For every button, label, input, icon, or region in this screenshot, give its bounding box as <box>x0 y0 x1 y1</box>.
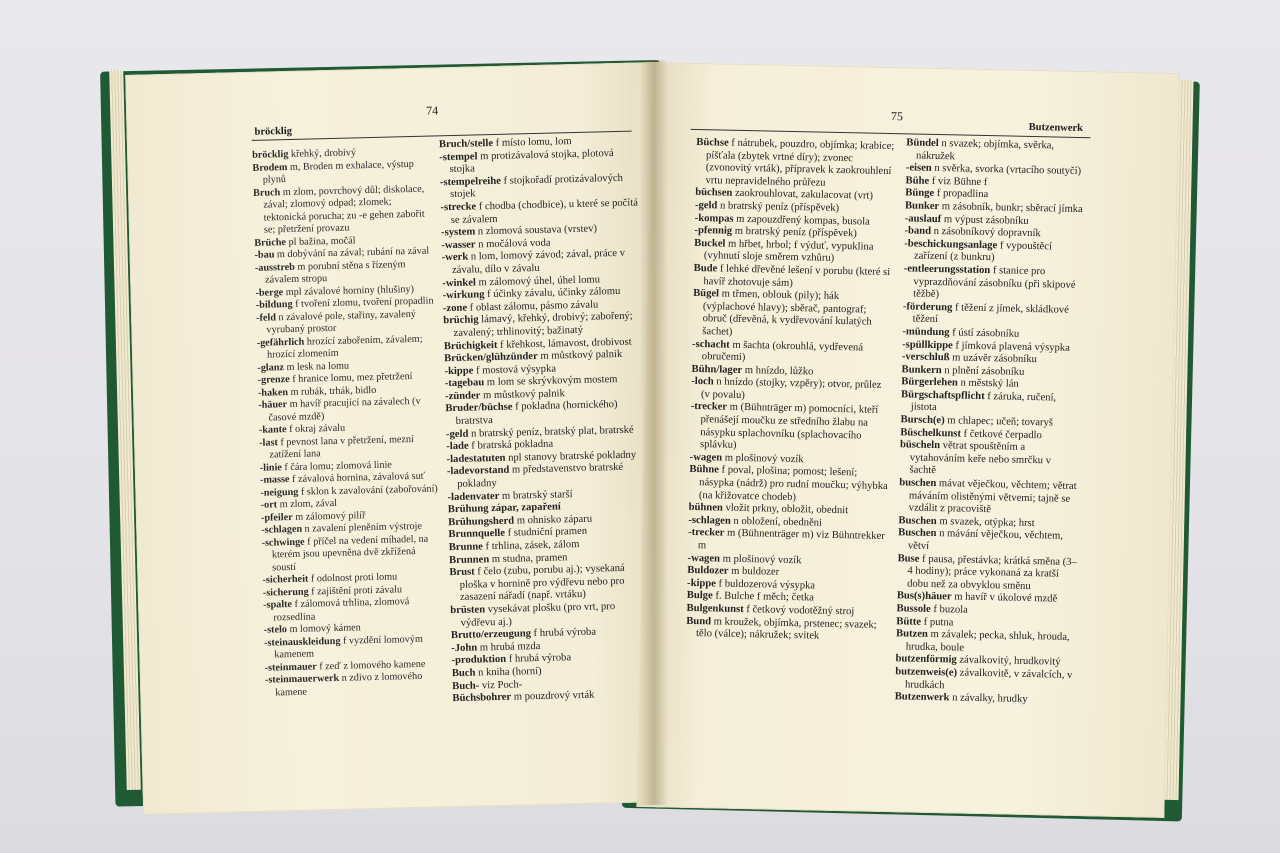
entry-headword: Brücken/glühzünder <box>444 351 538 365</box>
entry-definition: m zlom, zával <box>276 497 338 511</box>
entry-headword: Buse <box>897 552 920 565</box>
dictionary-entry <box>265 670 444 699</box>
entry-definition: m havíř v úkolové mzdě <box>951 591 1058 605</box>
entry-headword: Bulgenkunst <box>686 602 744 616</box>
entry-definition: m bratrský starší <box>499 488 573 502</box>
entry-headword: -steinmauerwerk <box>264 672 340 686</box>
entry-headword: Bruch <box>252 186 281 199</box>
entry-definition: závalkovitý, hrudkovitý <box>956 654 1061 669</box>
entry-headword: -kompas <box>694 212 734 225</box>
entry-definition: m výpust zásobníku <box>941 213 1029 227</box>
entry-headword: brüsten <box>450 604 486 617</box>
entry-headword: Brutto/erzeugung <box>450 628 532 642</box>
entry-headword: -sicherheit <box>262 573 309 586</box>
entry-headword: -ausstreb <box>254 261 296 274</box>
entry-definition: f lehké dřevěné lešení v porubu (které si havíř zhotovuje sám) <box>703 263 891 289</box>
entry-headword: büchsen <box>695 187 733 200</box>
entry-definition: f příčel na vedení míhadel, na kterém jsou upevněna dvě zkřížená soustí <box>271 533 429 574</box>
entry-definition: f odolnost proti lomu <box>308 571 398 585</box>
entry-headword: -masse <box>259 474 290 486</box>
entry-definition: křehký, drobivý <box>288 147 357 160</box>
entry-definition: n zásobníkový dopravník <box>930 226 1041 240</box>
entry-definition: viz Poch- <box>479 678 523 692</box>
entry-definition: n plnění zásobníku <box>941 364 1025 378</box>
entry-headword: -strecke <box>440 201 477 214</box>
entry-definition: f četkové čerpadlo <box>960 428 1042 441</box>
entry-definition: m lom se skrývkovým mostem <box>484 374 618 389</box>
dictionary-entry <box>901 389 1081 418</box>
entry-definition: m uzávěr zásobníku <box>949 352 1038 366</box>
entry-definition: f propadlina <box>934 188 989 201</box>
entry-headword: Bühn/lager <box>691 363 743 376</box>
right-column-2 <box>895 137 1087 707</box>
entry-headword: Buldozer <box>687 565 729 577</box>
page-number-right: 75 <box>890 109 904 124</box>
entry-definition: m hnízdo, lůžko <box>742 364 814 378</box>
entry-definition: n závalky, hrudky <box>949 692 1028 706</box>
entry-definition: m zálomový úhel, úhel lomu <box>475 273 601 288</box>
entry-headword: -produktion <box>451 654 507 667</box>
entry-definition: f záruka, ručení, jistota <box>910 390 1057 414</box>
book-gutter <box>640 60 668 805</box>
entry-headword: Buckel <box>694 237 726 250</box>
entry-headword: Bündel <box>906 137 939 150</box>
entry-definition: m chlapec; učeň; tovaryš <box>944 415 1054 429</box>
entry-definition: f studniční pramen <box>504 526 588 540</box>
entry-headword: -steinmauer <box>264 660 317 674</box>
entry-headword: Bühne <box>689 464 720 476</box>
entry-definition: f účinky závalu, účinky zálomu <box>484 286 621 301</box>
entry-definition: f chodba (chodbice), u které se počítá se závalem <box>450 197 639 226</box>
entry-definition: f pevnost lana v přetržení, mezní zatížení lana <box>269 433 415 461</box>
entry-definition: f buldozerová výsypka <box>715 578 816 592</box>
entry-definition: f poval, plošina; pomost; lešení; násypka (nádrž) pro rudní moučku; výhybka (na křižovatce chodeb) <box>698 464 888 503</box>
entry-definition: zaokrouhlovat, zakulacovat (vrt) <box>732 188 874 203</box>
dictionary-entry <box>897 553 1078 595</box>
entry-definition: mpl závalové horniny (hlušiny) <box>283 283 415 298</box>
entry-definition: m zlom, povrchový důl; diskolace, zával; zlomový odpad; zlomek; tektonická porucha; zu -e gehen zabořit se; přetržení provazu <box>263 183 425 236</box>
entry-headword: Buch <box>451 667 476 680</box>
entry-definition: f čára lomu; zlomová linie <box>281 459 393 473</box>
entry-definition: f zajištění proti závalu <box>308 583 403 598</box>
entry-headword: -neigung <box>260 486 299 499</box>
entry-definition: f ústí zásobníku <box>949 327 1020 340</box>
entry-definition: f sklon k zavalování (zabořování) <box>298 482 438 498</box>
dictionary-entry <box>449 563 648 606</box>
entry-definition: f závalová hornina, závalová suť <box>289 470 426 486</box>
entry-definition: m plošinový vozík <box>721 452 804 466</box>
entry-definition: n svěrka, svorka (vrtacího soutyčí) <box>931 163 1082 178</box>
entry-definition: n bratrský peníz (příspěvek) <box>717 200 840 214</box>
entry-headword: -spalte <box>263 599 293 611</box>
entry-headword: -gefährlich <box>256 336 305 349</box>
entry-headword: -ort <box>260 499 278 511</box>
entry-definition: n bratrský peníz, bratský plat, bratrské <box>468 424 634 440</box>
entry-headword: -beschickungsanlage <box>904 238 998 252</box>
entry-definition: m zapouzdřený kompas, busola <box>733 213 870 228</box>
entry-headword: Brunne <box>448 541 484 554</box>
dictionary-entry <box>899 477 1080 519</box>
entry-headword: -verschluß <box>901 351 950 364</box>
entry-definition: m kroužek, objímka, prstenec; svazek; tělo (válce); nákružek; svitek <box>695 615 877 642</box>
entry-headword: Brühung zápar, zapaření <box>447 501 561 516</box>
entry-definition: m (Bühnenträger m) viz Bühntrekker m <box>697 528 885 552</box>
left-page <box>125 62 673 815</box>
entry-headword: Butzenwerk <box>894 691 950 704</box>
entry-headword: Bunkern <box>901 363 942 376</box>
entry-definition: m plošinový vozík <box>719 553 802 566</box>
entry-definition: m (Bühnträger m) pomocníci, kteří přenášejí moučku ze středního žlabu na násypku splachovníku (splachovacího splávku) <box>699 402 879 452</box>
entry-definition: f hrubá výroba <box>505 652 572 666</box>
entry-headword: -tagebau <box>444 377 485 390</box>
entry-definition: f buzola <box>930 603 968 616</box>
left-column-2 <box>439 134 651 705</box>
entry-headword: -last <box>259 436 279 449</box>
entry-headword: Bütte <box>896 615 922 628</box>
entry-definition: vložit prkny, obložit, obednit <box>722 502 849 517</box>
entry-definition: n zavalení pleněním výstroje <box>301 520 423 535</box>
entry-definition: m můstkový palnik <box>537 348 623 363</box>
entry-headword: butzenweis(e) <box>895 666 958 679</box>
entry-definition: f stanice pro vyprazdňování zásobníku (při skipové těžbě) <box>913 265 1076 301</box>
entry-headword: -ladestatuten <box>446 452 506 466</box>
entry-definition: m pouzdrový vrták <box>511 689 595 703</box>
entry-headword: -lade <box>446 440 469 453</box>
entry-definition: f stojkořadí protizávalových stojek <box>450 172 624 201</box>
entry-headword: -pfennig <box>694 225 733 237</box>
entry-headword: Brust <box>449 566 475 579</box>
entry-headword: butzenförmig <box>895 653 957 666</box>
entry-headword: bröcklig <box>252 148 289 161</box>
dictionary-entry <box>686 615 886 644</box>
entry-definition: m havíř pracující na závalech (v časové mzdě) <box>268 395 421 424</box>
entry-headword: -wirkung <box>442 289 485 302</box>
entry-definition: n městský lán <box>957 377 1019 391</box>
entry-definition: f pokladna (hornického) bratrstva <box>455 399 618 428</box>
entry-definition: lámavý, křehký, drobivý; zabořený; zavalený; trhlinovitý; bažinatý <box>453 310 633 339</box>
entry-headword: -trecker <box>688 527 725 540</box>
entry-headword: -kippe <box>686 577 717 590</box>
entry-definition: n zlomová soustava (vrstev) <box>475 223 598 238</box>
dictionary-entry <box>904 238 1084 267</box>
entry-headword: Bussole <box>896 603 931 615</box>
entry-headword: Buch- <box>452 680 480 692</box>
dictionary-entry <box>895 666 1075 695</box>
entry-definition: m bratrský peníz (příspěvek) <box>732 225 857 240</box>
entry-headword: Bünge <box>905 187 935 200</box>
entry-definition: m studna, pramen <box>489 551 568 565</box>
entry-headword: Bruder/büchse <box>445 402 513 415</box>
entry-definition: n závalové pole, stařiny, zavalený vyrubaný prostor <box>266 308 416 336</box>
entry-definition: vysekávat plošku (pro vrt, pro výdřevu aj.) <box>460 601 616 629</box>
entry-headword: -werk <box>441 251 469 264</box>
dictionary-entry <box>692 288 893 343</box>
entry-definition: m buldozer <box>728 565 780 578</box>
entry-headword: Brodem <box>252 161 288 174</box>
dictionary-entry <box>253 183 432 237</box>
entry-definition: m zásobník, bunkr; sběrací jímka <box>939 201 1083 216</box>
entry-headword: -stempelreihe <box>439 175 501 189</box>
entry-definition: f čelo (zubu, porubu aj.); vysekaná ploška v hornině pro výdřevu nebo pro zasazení nářadí (např. vrtáku) <box>459 563 625 604</box>
entry-headword: -system <box>440 226 476 239</box>
entry-definition: m porubní stěna s řízeným závalem stropu <box>265 258 406 286</box>
entry-definition: n zdivo z lomového kamene <box>275 670 423 698</box>
entry-definition: m třmen, oblouk (pily); hák (výplachové hlavy); sběrač, pantograf; obruč (dřevěná, k vydřevování kulatých šachet) <box>702 288 872 338</box>
entry-headword: -wagen <box>687 552 721 565</box>
entry-definition: f okraj závalu <box>286 422 346 436</box>
entry-headword: Büschelkunst <box>900 426 962 440</box>
running-head-right: Butzenwerk <box>1028 121 1084 135</box>
entry-headword: -schlagen <box>688 514 731 527</box>
entry-definition: f nátrubek, pouzdro, objímka; krabice; píšťala (zbytek vrtné díry); zvonec (zvonovitý vrták), přípravek k zaokrouhlení vrtu nepravidelného průřezu <box>705 137 895 189</box>
entry-headword: -haken <box>257 386 289 399</box>
entry-headword: -bildung <box>255 298 293 311</box>
entry-headword: -grenze <box>257 374 290 386</box>
entry-headword: Brüche <box>254 236 287 249</box>
dictionary-entry <box>689 464 890 506</box>
entry-definition: f mostová výsypka <box>473 363 557 377</box>
dictionary-entry <box>903 301 1083 330</box>
running-head-left: bröcklig <box>254 125 293 138</box>
entry-headword: -schlagen <box>261 523 303 536</box>
entry-headword: -steinauskleidung <box>263 635 341 649</box>
entry-definition: m protizávalová stojka, plotová stojka <box>449 147 614 176</box>
entry-headword: -entleerungsstation <box>903 263 991 277</box>
dictionary-entry <box>896 628 1076 657</box>
entry-headword: -feld <box>255 311 277 324</box>
entry-headword: Brühungsherd <box>448 515 515 529</box>
entry-headword: Bunker <box>904 200 940 213</box>
entry-definition: f jímková plavená výsypka <box>952 339 1070 354</box>
entry-headword: Büchse <box>696 136 729 149</box>
entry-definition: m rubák, trhák, bidlo <box>287 384 377 398</box>
entry-definition: f křehkost, lámavost, drobivost <box>497 336 632 351</box>
entry-definition: závalkovitě, v závalcích, v hrudkách <box>904 667 1073 691</box>
entry-definition: f zeď z lomového kamene <box>316 658 426 672</box>
entry-definition: n močálová voda <box>475 237 551 251</box>
dictionary-entry <box>261 533 440 575</box>
entry-headword: Bühe <box>905 175 930 187</box>
entry-headword: -auslauf <box>904 212 942 225</box>
entry-definition: m můstkový palnik <box>480 388 565 402</box>
entry-definition: f viz Bühne f <box>929 175 988 188</box>
entry-definition: větrat spouštěním a vytahováním keře nebo smrčku v šachtě <box>909 440 1052 477</box>
dictionary-entry <box>690 401 891 456</box>
entry-headword: -berge <box>255 286 284 299</box>
entry-definition: n svazek; objímka, svěrka, nákružek <box>915 138 1055 162</box>
entry-definition: m lesk na lomu <box>283 360 350 373</box>
entry-headword: -loch <box>691 376 714 388</box>
entry-headword: -kante <box>258 424 287 436</box>
entry-headword: -wagen <box>689 451 723 464</box>
entry-headword: Bürgerlehen <box>901 376 958 389</box>
entry-headword: Bulge <box>686 590 713 602</box>
entry-definition: f vypouštěcí zařízení (z bunkru) <box>913 240 1053 264</box>
entry-definition: n hnízdo (stojky, vzpěry); otvor, průlez (v povalu) <box>700 376 882 401</box>
entry-headword: -pfeiler <box>260 511 293 524</box>
entry-headword: Bund <box>686 615 712 627</box>
right-column-1 <box>686 137 897 645</box>
entry-headword: Butzen <box>895 628 928 641</box>
entry-headword: Bus(s)häuer <box>896 590 952 603</box>
entry-definition: m hřbet, hrbol; f výduť, vypuklina (vyhnutí sloje směrem vzhůru) <box>703 238 874 265</box>
entry-headword: -sicherung <box>262 586 309 599</box>
entry-headword: -glanz <box>257 361 285 374</box>
entry-headword: -häuer <box>258 399 288 411</box>
entry-definition: f hranice lomu, mez přetržení <box>289 371 413 386</box>
entry-headword: Büchsbohrer <box>452 691 512 705</box>
entry-headword: Bude <box>693 262 718 275</box>
entry-headword: -schwinge <box>261 536 305 549</box>
entry-headword: -band <box>904 225 932 238</box>
entry-definition: hrozící zabořením, závalem; hrozící zlomením <box>266 333 423 361</box>
entry-headword: -eisen <box>905 162 932 175</box>
entry-headword: Bursch(e) <box>900 414 945 427</box>
entry-definition: f těžení z jímek, skládkové těžení <box>912 302 1069 326</box>
entry-headword: -förderung <box>902 301 953 314</box>
entry-headword: -stelo <box>263 624 288 636</box>
entry-headword: -ladenvater <box>447 490 500 503</box>
entry-definition: m hrubá mzda <box>477 640 541 654</box>
entry-headword: bühnen <box>688 502 723 514</box>
entry-headword: Buschen <box>898 527 937 540</box>
entry-definition: m svazek, otýpka; hrst <box>936 515 1035 529</box>
entry-headword: Brüchigkeit <box>443 339 498 352</box>
entry-headword: -kippe <box>444 365 474 377</box>
entry-definition: f zálomová trhlina, zlomová rozsedlina <box>273 596 410 623</box>
entry-definition: mávat věječkou, věchtem; větrat máváním olistěnými větvemi; tajně se vzdálit z pracoviště <box>908 478 1077 516</box>
page-number-left: 74 <box>425 103 439 118</box>
dictionary-entry <box>899 440 1080 482</box>
entry-definition: m představenstvo bratrské pokladny <box>457 462 624 490</box>
entry-headword: -ladevorstand <box>446 465 510 478</box>
entry-headword: -trecker <box>690 401 728 414</box>
entry-definition: f vyzdění lomovým kamenem <box>274 633 423 661</box>
entry-headword: Bruch/stelle <box>438 137 494 151</box>
entry-headword: Buschen <box>898 515 937 527</box>
entry-definition: m dobývání na zával; rubání na zával <box>274 245 430 261</box>
entry-definition: f. Bulche f měch; četka <box>712 590 815 604</box>
entry-definition: f oblast zálomu, pásmo závalu <box>466 299 599 314</box>
entry-headword: buschen <box>899 477 937 490</box>
entry-definition: m závalek; pecka, shluk, hrouda, hrudka, boule <box>905 629 1070 654</box>
entry-definition: n mávání věječkou, věchtem, větví <box>907 528 1064 552</box>
entry-definition: npl stanovy bratrské pokladny <box>505 449 637 464</box>
left-column-1 <box>252 146 443 700</box>
entry-headword: -stempel <box>439 150 478 163</box>
entry-headword: -geld <box>445 428 469 440</box>
entry-headword: Bürgschaftspflicht <box>900 389 985 402</box>
entry-headword: -zone <box>442 302 468 314</box>
entry-definition: n kniha (horní) <box>475 665 542 679</box>
entry-headword: -mündung <box>902 326 950 339</box>
entry-headword: -winkel <box>442 276 477 289</box>
entry-headword: Bügel <box>693 288 720 300</box>
entry-definition: m lomový kámen <box>286 622 361 636</box>
entry-headword: -zünder <box>444 390 481 403</box>
entry-headword: -linie <box>259 461 283 474</box>
right-page <box>636 62 1179 818</box>
entry-definition: m šachta (okrouhlá, vydřevená obručemi) <box>701 339 864 364</box>
entry-definition: m, Broden m exhalace, výstup plynů <box>262 158 414 186</box>
entry-definition: f četkový vodotěžný stroj <box>743 604 855 618</box>
entry-headword: -spüllkippe <box>902 338 953 351</box>
entry-definition: f hrubá výroba <box>530 626 597 640</box>
entry-definition: f místo lomu, lom <box>492 136 572 149</box>
entry-headword: -wasser <box>441 239 476 252</box>
entry-definition: f trhlina, zásek, zálom <box>482 538 580 553</box>
dictionary-entry <box>695 137 896 192</box>
entry-definition: f putna <box>920 616 954 628</box>
entry-definition: f tvoření zlomu, tvoření propadlin <box>292 295 434 310</box>
entry-headword: -bau <box>254 249 275 261</box>
dictionary-entry <box>898 528 1078 557</box>
entry-definition: n obložení, obedněni <box>730 515 823 529</box>
dictionary-entry <box>906 137 1086 166</box>
entry-headword: Brunnen <box>448 553 490 566</box>
entry-definition: n lom, lomový závod; zával, práce v závalu, dílo v závalu <box>451 248 626 276</box>
entry-headword: -schacht <box>691 338 730 351</box>
entry-definition: f bratrská pokladna <box>468 438 554 452</box>
entry-headword: brüchig <box>443 314 479 327</box>
entry-definition: m ohnisko záparu <box>513 513 593 527</box>
dictionary-entry <box>895 691 1075 707</box>
entry-headword: -John <box>451 642 478 654</box>
entry-definition: pl bažina, močál <box>285 234 356 248</box>
dictionary-entry <box>903 263 1084 305</box>
entry-headword: -geld <box>694 199 718 212</box>
entry-definition: m zálomový pilíř <box>292 509 366 523</box>
entry-headword: büscheln <box>899 439 941 452</box>
entry-definition: f pausa, přestávka; krátká směna (3–4 hodiny); práce vykonaná za kratší dobu než za obvyklou směnu <box>907 553 1077 592</box>
entry-headword: Brunnquelle <box>448 528 506 541</box>
